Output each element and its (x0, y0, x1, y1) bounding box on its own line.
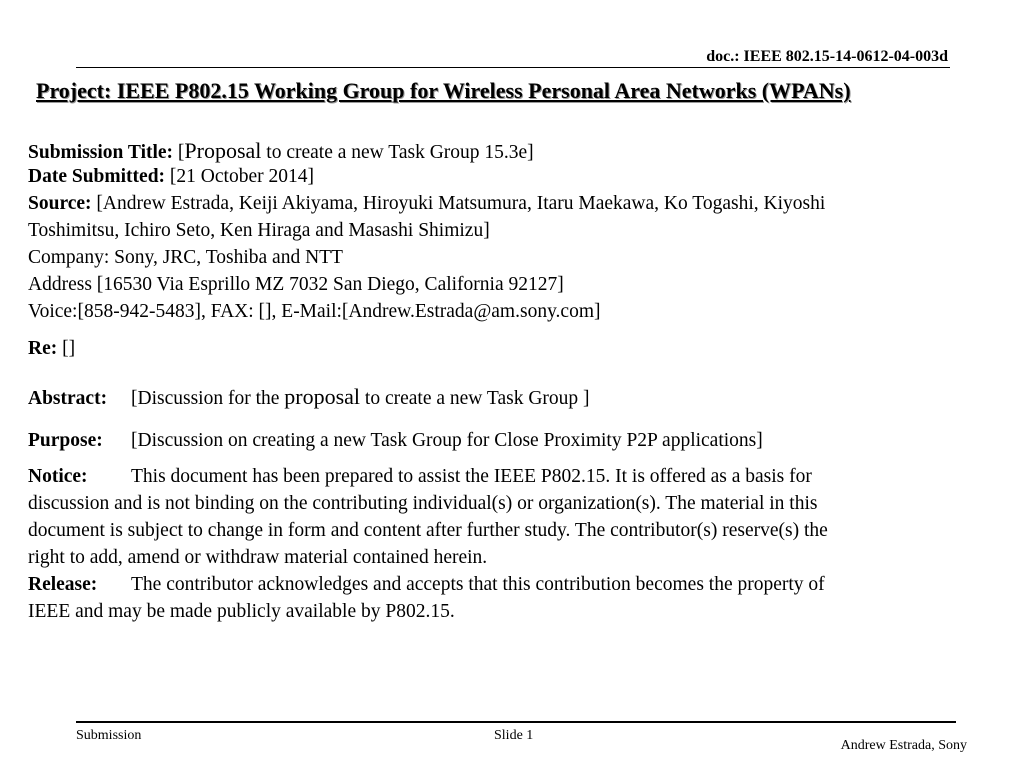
source-line-1 (28, 193, 825, 215)
abstract-proposal: proposal (284, 384, 361, 409)
header-divider (76, 67, 950, 68)
date-submitted-value: [21 October 2014] (165, 166, 314, 187)
notice-line-1 (28, 466, 812, 488)
re (28, 338, 75, 360)
footer-author: Andrew Estrada, Sony (840, 738, 967, 753)
source-value-1: [Andrew Estrada, Keiji Akiyama, Hiroyuki Matsumura, Itaru Maekawa, Ko Togashi, Kiyoshi (91, 193, 826, 214)
abstract-post: to create a new Task Group ] (360, 388, 590, 409)
footer-slide-number: Slide 1 (494, 728, 534, 743)
notice-line-4: right to add, amend or withdraw material contained herein. (28, 547, 488, 568)
notice-label: Notice: (28, 466, 88, 487)
abstract-pre: [Discussion for the (131, 388, 285, 409)
re-value: [] (57, 338, 76, 359)
source-line-2: Toshimitsu, Ichiro Seto, Ken Hiraga and Masashi Shimizu] (28, 220, 490, 241)
release-line-2: IEEE and may be made publicly available by P802.15. (28, 601, 455, 622)
abstract-label: Abstract: (28, 388, 108, 409)
company: Company: Sony, JRC, Toshiba and NTT (28, 247, 343, 268)
footer-divider (76, 721, 956, 723)
voice-contact: Voice:[858-942-5483], FAX: [], E-Mail:[Andrew.Estrada@am.sony.com] (28, 301, 601, 322)
date-submitted-label: Date Submitted: (28, 166, 166, 187)
project-title: Project: IEEE P802.15 Working Group for Wireless Personal Area Networks (WPANs) (36, 78, 851, 103)
footer-submission: Submission (76, 728, 142, 743)
re-label: Re: (28, 338, 58, 359)
submission-title-rest: to create a new Task Group 15.3e] (261, 142, 534, 163)
submission-title-open: [ (173, 142, 185, 163)
purpose-label: Purpose: (28, 430, 103, 451)
release-label: Release: (28, 574, 98, 595)
release-line-1 (28, 574, 825, 596)
submission-title (28, 138, 534, 164)
notice-text-1: This document has been prepared to assist the IEEE P802.15. It is offered as a basis for (131, 466, 812, 487)
document-id: doc.: IEEE 802.15-14-0612-04-003d (706, 48, 948, 65)
address: Address [16530 Via Esprillo MZ 7032 San Diego, California 92127] (28, 274, 564, 295)
notice-line-2: discussion and is not binding on the contributing individual(s) or organization(s). The material in this (28, 493, 818, 514)
submission-title-proposal: Proposal (184, 138, 262, 163)
notice-line-3: document is subject to change in form and content after further study. The contributor(s) reserve(s) the (28, 520, 828, 541)
source-label: Source: (28, 193, 92, 214)
purpose-value: [Discussion on creating a new Task Group for Close Proximity P2P applications] (131, 430, 763, 451)
purpose (28, 430, 763, 452)
date-submitted (28, 166, 314, 188)
submission-title-label: Submission Title: (28, 142, 174, 163)
release-text-1: The contributor acknowledges and accepts that this contribution becomes the property of (131, 574, 825, 595)
abstract (28, 384, 590, 410)
